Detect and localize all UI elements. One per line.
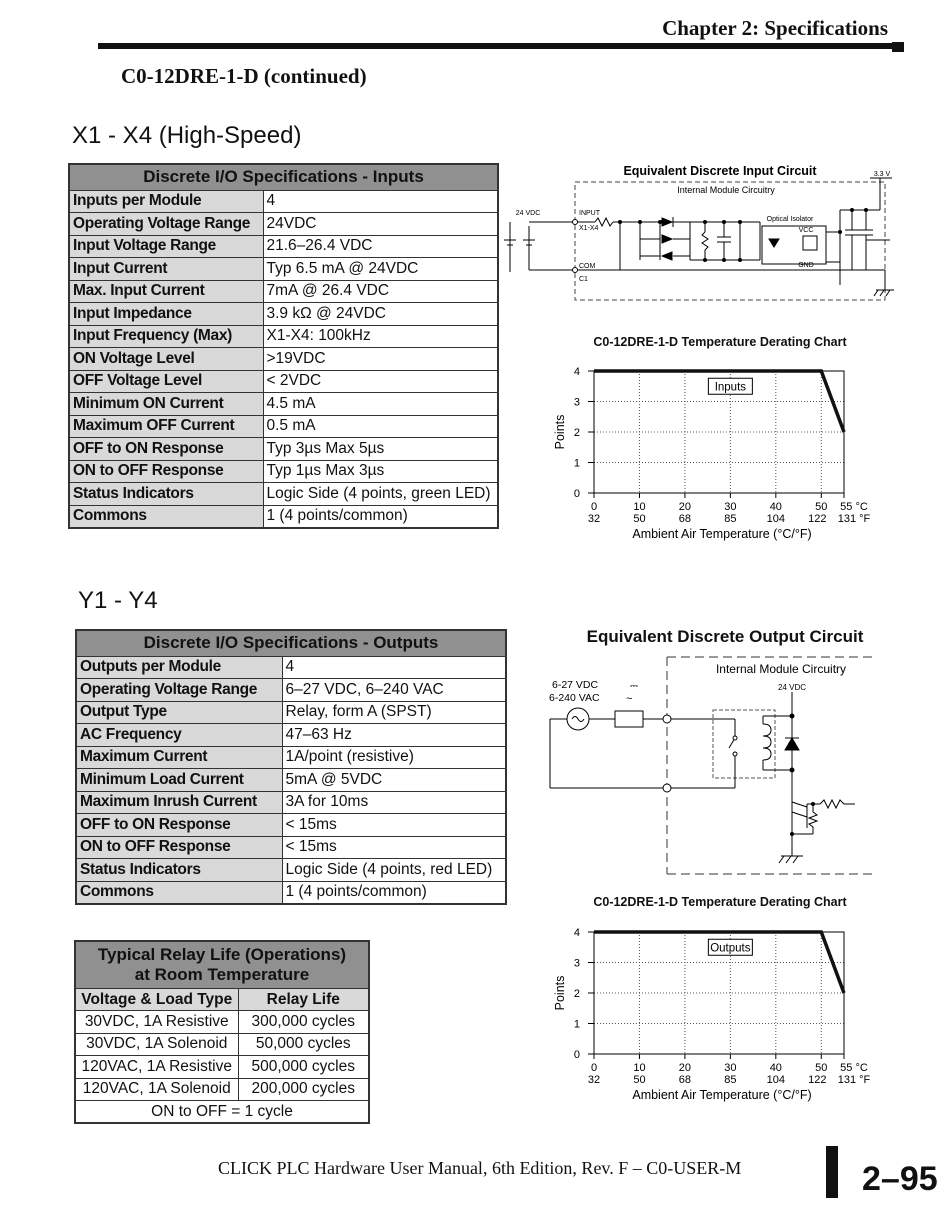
output-spec-value: 4: [282, 656, 506, 679]
x-tick-label-f: 50: [633, 513, 646, 525]
x-tick-label-c: 40: [769, 1062, 782, 1074]
inputs-derating-chart: [540, 355, 900, 555]
relay-load-type: 120VAC, 1A Solenoid: [75, 1078, 238, 1101]
inputs-chart-title: C0-12DRE-1-D Temperature Derating Chart: [593, 335, 847, 349]
output-spec-label: Operating Voltage Range: [76, 679, 282, 702]
outputs-chart-title: C0-12DRE-1-D Temperature Derating Chart: [593, 895, 847, 909]
output-spec-row: [76, 656, 506, 679]
relay-life-value: 50,000 cycles: [238, 1033, 369, 1056]
output-spec-label: Maximum Current: [76, 746, 282, 769]
relay-note: ON to OFF = 1 cycle: [75, 1101, 369, 1124]
input-spec-row: [69, 505, 498, 528]
footer-manual-title: CLICK PLC Hardware User Manual, 6th Edition, Rev. F – C0-USER-M: [218, 1158, 742, 1178]
input-circuit-title: Equivalent Discrete Input Circuit: [623, 164, 817, 178]
x-tick-label-c: 30: [724, 1062, 737, 1074]
x-axis-label: Ambient Air Temperature (°C/°F): [632, 527, 812, 541]
output-internal-label: Internal Module Circuitry: [715, 662, 847, 676]
x-tick-label-c: 20: [678, 1062, 692, 1074]
input-spec-label: Input Frequency (Max): [69, 325, 263, 348]
output-spec-value: 5mA @ 5VDC: [282, 769, 506, 792]
output-spec-label: Output Type: [76, 701, 282, 724]
output-spec-label: Outputs per Module: [76, 656, 282, 679]
input-spec-label: ON to OFF Response: [69, 460, 263, 483]
vcc-label: VCC: [798, 227, 814, 234]
input-spec-label: Max. Input Current: [69, 280, 263, 303]
output-spec-row: [76, 679, 506, 702]
page-number-bar: [826, 1146, 838, 1198]
x-tick-label-c: 20: [678, 501, 692, 513]
x-tick-label-c: 10: [633, 501, 646, 513]
relay-title-line1: Typical Relay Life (Operations): [97, 945, 347, 964]
outputs-spec-table: [75, 629, 507, 905]
output-spec-value: 47–63 Hz: [282, 724, 506, 747]
input-spec-label: Operating Voltage Range: [69, 213, 263, 236]
input-spec-value: 4.5 mA: [263, 393, 498, 416]
header-rule: [98, 43, 902, 49]
input-spec-label: Inputs per Module: [69, 190, 263, 213]
relay-col-type: Voltage & Load Type: [75, 989, 238, 1011]
x-tick-label-f: 85: [724, 1074, 737, 1086]
input-spec-row: [69, 438, 498, 461]
y-tick-label: 0: [573, 1049, 580, 1061]
optical-isolator-label: Optical Isolator: [766, 216, 814, 223]
relay-life-value: 200,000 cycles: [238, 1078, 369, 1101]
input-spec-label: OFF to ON Response: [69, 438, 263, 461]
relay-row: [75, 1011, 369, 1034]
input-spec-label: OFF Voltage Level: [69, 370, 263, 393]
output-spec-row: [76, 746, 506, 769]
c1-label: C1: [579, 276, 588, 283]
x-tick-label-f: 85: [724, 513, 737, 525]
x-tick-label-f: 32: [587, 513, 601, 525]
output-spec-value: 3A for 10ms: [282, 791, 506, 814]
x-tick-label-f: 104: [766, 513, 785, 525]
x-tick-label-c: 55 °C: [840, 1062, 868, 1074]
input-spec-value: Typ 1µs Max 3µs: [263, 460, 498, 483]
x-tick-label-f: 32: [587, 1074, 601, 1086]
output-spec-label: Minimum Load Current: [76, 769, 282, 792]
relay-life-table: [74, 940, 370, 1124]
output-circuit-title: Equivalent Discrete Output Circuit: [586, 627, 864, 646]
x-tick-label-c: 40: [769, 501, 782, 513]
x-tick-label-c: 0: [590, 1062, 598, 1074]
outputs-table-title: Discrete I/O Specifications - Outputs: [76, 630, 506, 656]
relay-row: [75, 1033, 369, 1056]
input-spec-row: [69, 393, 498, 416]
output-spec-row: [76, 769, 506, 792]
input-spec-value: 21.6–26.4 VDC: [263, 235, 498, 258]
x-tick-label-f: 122: [808, 1074, 827, 1086]
page-number: 2–95: [862, 1160, 938, 1198]
output-spec-label: ON to OFF Response: [76, 836, 282, 859]
x-tick-label-f: 122: [808, 513, 827, 525]
input-spec-value: 1 (4 points/common): [263, 505, 498, 528]
inputs-section-title: X1 - X4 (High-Speed): [72, 122, 302, 149]
y-tick-label: 3: [573, 396, 580, 409]
y-tick-label: 1: [573, 457, 580, 470]
input-spec-value: Logic Side (4 points, green LED): [263, 483, 498, 506]
output-spec-value: Relay, form A (SPST): [282, 701, 506, 724]
x-tick-label-f: 104: [766, 1074, 785, 1086]
inputs-spec-table: [68, 163, 499, 529]
input-spec-value: Typ 3µs Max 5µs: [263, 438, 498, 461]
input-spec-row: [69, 348, 498, 371]
input-spec-value: Typ 6.5 mA @ 24VDC: [263, 258, 498, 281]
x-tick-label-f: 50: [633, 1074, 646, 1086]
output-spec-label: Commons: [76, 881, 282, 904]
input-spec-value: 4: [263, 190, 498, 213]
input-spec-value: >19VDC: [263, 348, 498, 371]
input-spec-row: [69, 370, 498, 393]
output-spec-label: AC Frequency: [76, 724, 282, 747]
x-tick-label-c: 10: [633, 1062, 646, 1074]
x-tick-label-f: 131 °F: [837, 513, 871, 525]
relay-note-row: [75, 1101, 369, 1124]
input-spec-row: [69, 303, 498, 326]
x-tick-label-f: 131 °F: [837, 1074, 871, 1086]
output-spec-row: [76, 881, 506, 904]
input-spec-row: [69, 258, 498, 281]
output-spec-value: 6–27 VDC, 6–240 VAC: [282, 679, 506, 702]
input-spec-value: 3.9 kΩ @ 24VDC: [263, 303, 498, 326]
relay-life-value: 300,000 cycles: [238, 1011, 369, 1034]
input-spec-value: < 2VDC: [263, 370, 498, 393]
output-circuit-diagram: [545, 652, 885, 880]
ac-symbol: ~: [626, 693, 633, 705]
input-spec-label: Input Voltage Range: [69, 235, 263, 258]
output-spec-value: < 15ms: [282, 814, 506, 837]
input-spec-row: [69, 213, 498, 236]
y-tick-label: 4: [573, 366, 580, 378]
module-boundary: [575, 182, 885, 300]
relay-life-value: 500,000 cycles: [238, 1056, 369, 1079]
relay-col-life: Relay Life: [238, 989, 369, 1011]
input-spec-label: Minimum ON Current: [69, 393, 263, 416]
input-circuit-diagram: [500, 160, 895, 310]
input-spec-row: [69, 190, 498, 213]
output-spec-row: [76, 859, 506, 882]
input-spec-label: Status Indicators: [69, 483, 263, 506]
input-spec-label: Maximum OFF Current: [69, 415, 263, 438]
x-tick-label-f: 68: [678, 513, 692, 525]
y-axis-label: Points: [553, 975, 567, 1011]
input-spec-row: [69, 415, 498, 438]
input-spec-value: 24VDC: [263, 213, 498, 236]
relay-load-type: 120VAC, 1A Resistive: [75, 1056, 238, 1079]
input-terminal-label: INPUT: [579, 210, 600, 217]
output-spec-value: Logic Side (4 points, red LED): [282, 859, 506, 882]
relay-row: [75, 1078, 369, 1101]
x-tick-label-c: 50: [815, 1062, 828, 1074]
inputs-table-title: Discrete I/O Specifications - Inputs: [69, 164, 498, 190]
output-spec-row: [76, 836, 506, 859]
relay-title-line2: at Room Temperature: [134, 965, 310, 984]
input-spec-value: X1-X4: 100kHz: [263, 325, 498, 348]
relay-load-type: 30VDC, 1A Resistive: [75, 1011, 238, 1034]
series-legend: [708, 378, 752, 394]
v33-label: 3.3 V: [873, 171, 891, 178]
gnd-label: GND: [798, 262, 814, 269]
x1x4-label: X1-X4: [579, 225, 599, 232]
dc-symbol: ⎓: [630, 681, 638, 692]
output-spec-value: < 15ms: [282, 836, 506, 859]
y-tick-label: 1: [573, 1018, 580, 1031]
relay-load-type: 30VDC, 1A Solenoid: [75, 1033, 238, 1056]
input-spec-label: Input Current: [69, 258, 263, 281]
input-spec-label: Input Impedance: [69, 303, 263, 326]
input-spec-label: ON Voltage Level: [69, 348, 263, 371]
output-v24-label: 24 VDC: [777, 683, 807, 692]
y-tick-label: 2: [573, 427, 580, 439]
input-spec-value: 0.5 mA: [263, 415, 498, 438]
output-spec-label: Maximum Inrush Current: [76, 791, 282, 814]
x-tick-label-f: 68: [678, 1074, 692, 1086]
output-spec-row: [76, 724, 506, 747]
input-spec-label: Commons: [69, 505, 263, 528]
vdc-label: 6-27 VDC: [552, 679, 599, 691]
input-spec-value: 7mA @ 26.4 VDC: [263, 280, 498, 303]
input-spec-row: [69, 235, 498, 258]
output-spec-label: OFF to ON Response: [76, 814, 282, 837]
v24-label: 24 VDC: [515, 210, 541, 217]
y-tick-label: 0: [573, 488, 580, 500]
y-tick-label: 2: [573, 988, 580, 1000]
relay-table-title: [75, 941, 369, 989]
input-spec-row: [69, 325, 498, 348]
series-legend-label: Outputs: [710, 942, 751, 955]
output-spec-label: Status Indicators: [76, 859, 282, 882]
x-axis-label: Ambient Air Temperature (°C/°F): [632, 1088, 812, 1102]
internal-circuitry-label: Internal Module Circuitry: [677, 185, 775, 195]
output-spec-row: [76, 701, 506, 724]
outputs-section-title: Y1 - Y4: [78, 587, 158, 614]
output-spec-value: 1 (4 points/common): [282, 881, 506, 904]
input-spec-row: [69, 460, 498, 483]
output-spec-row: [76, 814, 506, 837]
vac-label: 6-240 VAC: [549, 692, 600, 704]
chapter-heading: Chapter 2: Specifications: [662, 16, 888, 40]
x-tick-label-c: 30: [724, 501, 737, 513]
header-rule-end: [892, 42, 904, 52]
y-tick-label: 3: [573, 957, 580, 970]
relay-row: [75, 1056, 369, 1079]
outputs-derating-chart: [540, 916, 900, 1116]
model-heading: C0-12DRE-1-D (continued): [121, 64, 367, 88]
y-axis-label: Points: [553, 414, 567, 450]
x-tick-label-c: 55 °C: [840, 501, 868, 513]
series-legend-label: Inputs: [714, 381, 747, 394]
input-spec-row: [69, 280, 498, 303]
output-spec-value: 1A/point (resistive): [282, 746, 506, 769]
com-label: COM: [579, 263, 596, 270]
series-legend: [708, 939, 752, 955]
output-spec-row: [76, 791, 506, 814]
x-tick-label-c: 50: [815, 501, 828, 513]
input-spec-row: [69, 483, 498, 506]
x-tick-label-c: 0: [590, 501, 598, 513]
y-tick-label: 4: [573, 927, 580, 939]
